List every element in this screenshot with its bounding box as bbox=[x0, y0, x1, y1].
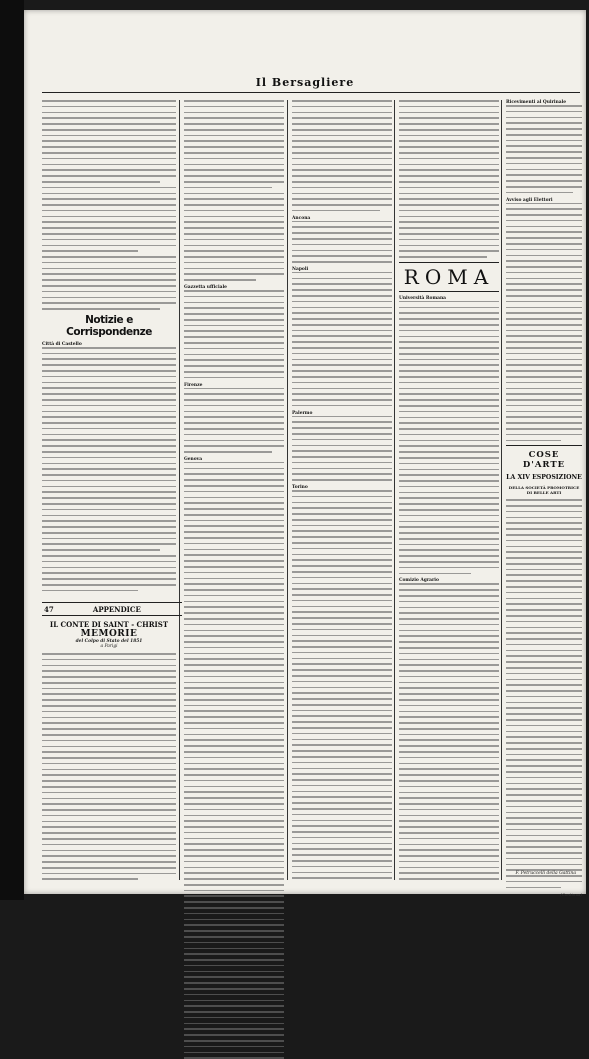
author-signature: F. Petruccelli della Gattina bbox=[515, 871, 576, 876]
article-text bbox=[184, 388, 284, 453]
subhead-genova: Genova bbox=[184, 456, 203, 462]
column-separator bbox=[287, 100, 288, 880]
article-text bbox=[292, 221, 392, 263]
column-2 bbox=[184, 100, 284, 880]
subhead-palermo: Palermo bbox=[292, 410, 313, 416]
article-text bbox=[292, 272, 392, 407]
subhead-ricevimenti: Ricevimenti al Quirinale bbox=[506, 100, 567, 105]
column-5 bbox=[506, 100, 582, 898]
section-heading-roma: ROMA bbox=[399, 262, 499, 292]
appendice-bar bbox=[42, 602, 182, 616]
subhead-firenze: Firenze bbox=[184, 382, 203, 388]
article-text bbox=[506, 105, 582, 193]
newspaper-page bbox=[24, 10, 586, 898]
article-text bbox=[399, 583, 499, 879]
subhead-universita: Università Romana bbox=[399, 295, 446, 301]
article-text bbox=[184, 462, 284, 1059]
section-heading-notizie: Notizie e Corrispondenze bbox=[66, 313, 152, 338]
article-text bbox=[399, 100, 499, 258]
article-text bbox=[506, 499, 582, 888]
subhead-avviso: Avviso agli Elettori bbox=[506, 197, 553, 203]
story-luogo: a Parigi bbox=[100, 644, 118, 649]
article-text bbox=[506, 203, 582, 442]
column-3 bbox=[292, 100, 392, 880]
column-separator bbox=[501, 100, 502, 880]
article-text bbox=[42, 347, 176, 591]
column-separator bbox=[394, 100, 395, 880]
subhead-napoli: Napoli bbox=[292, 266, 309, 272]
appendice-story bbox=[42, 620, 176, 884]
column-4 bbox=[399, 100, 499, 880]
story-memorie: MEMORIE bbox=[80, 629, 138, 639]
story-text bbox=[42, 653, 176, 880]
masthead-rule bbox=[42, 92, 580, 93]
story-title: IL CONTE DI SAINT - CHRIST bbox=[49, 620, 169, 629]
newspaper-masthead: Il Bersagliere bbox=[255, 76, 355, 89]
subhead-citta-castello: Città di Castello bbox=[42, 341, 82, 347]
article-text bbox=[292, 490, 392, 879]
article-text bbox=[292, 416, 392, 481]
appendice-number: 47 bbox=[44, 604, 54, 614]
subhead-gazzetta: Gazzetta ufficiale bbox=[184, 285, 227, 290]
story-colpo: del Colpo di Stato del 1851 bbox=[75, 639, 143, 644]
continua-note: (Continua) bbox=[560, 892, 582, 898]
section-heading-esposizione: LA XIV ESPOSIZIONE bbox=[506, 474, 582, 482]
subhead-torino: Torino bbox=[292, 485, 308, 490]
esposizione-subtitle: DELLA SOCIETÀ PROMOTRICE DI BELLE ARTI bbox=[508, 485, 580, 496]
appendice-label: APPENDICE bbox=[92, 604, 141, 614]
column-separator bbox=[179, 100, 180, 880]
subhead-ancona: Ancona bbox=[292, 215, 311, 221]
subhead-comizio: Comizio Agrario bbox=[399, 578, 439, 584]
article-text bbox=[292, 100, 392, 211]
article-text bbox=[42, 100, 176, 310]
article-text bbox=[184, 290, 284, 378]
article-text bbox=[399, 301, 499, 574]
section-heading-cose-arte: COSE D'ARTE bbox=[522, 450, 566, 471]
scan-left-margin bbox=[0, 0, 24, 900]
article-text bbox=[184, 100, 284, 281]
